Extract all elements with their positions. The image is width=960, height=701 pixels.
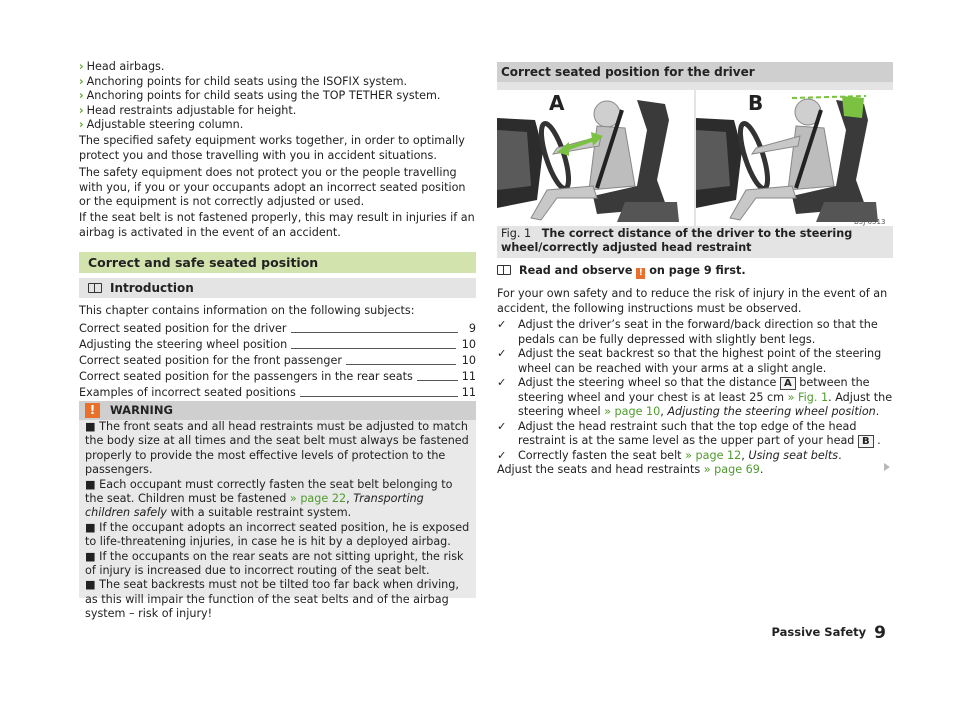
toc-item[interactable]: Correct seated position for the passengers in the rear seats 11	[79, 370, 476, 383]
toc-item[interactable]: Adjusting the steering wheel position 10	[79, 338, 476, 351]
page-link[interactable]: » page 22	[289, 492, 347, 506]
list-item: › Anchoring points for child seats using the TOP TETHER system.	[79, 89, 441, 102]
paragraph-protection: The safety equipment does not protect you or the people travelling with you, if you or your occupants adopt an incorrect seated position or the equipment is not correctly adjusted or used.	[79, 166, 466, 208]
check-icon: ✓	[497, 376, 507, 389]
list-item: › Adjustable steering column.	[79, 118, 244, 131]
book-icon	[88, 283, 102, 293]
leader-line	[276, 348, 456, 349]
paragraph-seatbelt: If the seat belt is not fastened properly, this may result in injuries if an airbag is activated in the event of an accident.	[79, 211, 475, 239]
list-item: ✓ Adjust the steering wheel so that the distance A between the steering wheel and your chest is at least 25 cm » Fig. 1. Adjust the steering wheel » page 10, Adjusting the steering wheel position.	[497, 376, 893, 418]
list-item: › Anchoring points for child seats using the ISOFIX system.	[79, 74, 408, 88]
list-item: ✓ Adjust the driver’s seat in the forward/back direction so that the pedals can be fully depressed with slightly bent legs.	[497, 318, 878, 346]
figure-image-b	[696, 90, 893, 226]
warning-icon: !	[85, 403, 100, 418]
warning-text	[85, 420, 470, 622]
paragraph-equipment: The specified safety equipment works together, in order to optimally protect you and those travelling with you in accident situations.	[79, 134, 465, 162]
check-icon: ✓	[497, 318, 507, 331]
toc-item[interactable]: Examples of incorrect seated positions 11	[79, 386, 476, 399]
page-link[interactable]: » page 10	[604, 405, 661, 418]
warning-icon: !	[636, 268, 645, 279]
table-of-contents	[79, 321, 476, 401]
label-b: B	[748, 91, 764, 115]
page-link[interactable]: » page 12	[685, 448, 742, 462]
final-instruction: Adjust the seats and head restraints » page 69.	[497, 463, 764, 476]
section-heading: Correct and safe seated position	[79, 252, 476, 273]
check-icon: ✓	[497, 419, 507, 433]
label-box-b: B	[858, 435, 874, 448]
list-item: ✓ Adjust the head restraint such that the top edge of the head restraint is at the same level as the upper part of your head B .	[497, 419, 881, 447]
instruction-list	[497, 318, 893, 463]
list-item: ✓ Adjust the seat backrest so that the highest point of the steering wheel can be reached with your arms at a slight angle.	[497, 347, 882, 375]
figure-caption: Fig. 1 The correct distance of the driver to the steering wheel/correctly adjusted head restraint	[501, 227, 853, 254]
warning-box	[79, 401, 476, 621]
instructions-intro: For your own safety and to reduce the risk of injury in the event of an accident, the following instructions must be observed.	[497, 287, 888, 315]
toc-item[interactable]: Correct seated position for the front passenger 10	[79, 354, 476, 367]
label-box-a: A	[780, 377, 796, 390]
figure-heading: Correct seated position for the driver	[497, 62, 893, 82]
warning-item: ■ Each occupant must correctly fasten the seat belt belonging to the seat. Children must be fastened » page 22, Transporting children safely with a suitable restraint system.	[85, 477, 453, 520]
page-link[interactable]: » page 69	[703, 463, 760, 476]
warning-item: ■ If the occupant adopts an incorrect seated position, he is exposed to life-threatening injuries, in case he is hit by a deployed airbag.	[85, 520, 470, 549]
figure-link[interactable]: » Fig. 1	[787, 390, 829, 404]
list-item: › Head airbags.	[79, 60, 165, 73]
chevron-right-icon: ›	[79, 103, 84, 117]
chevron-right-icon: ›	[79, 60, 84, 73]
head-restraint-illustration	[696, 90, 893, 226]
leader-line	[276, 396, 458, 397]
equipment-list	[79, 60, 476, 133]
continue-arrow-icon	[884, 463, 890, 471]
warning-title: WARNING	[110, 403, 173, 417]
warning-item: ■ The seat backrests must not be tilted too far back when driving, as this will impair the function of the seat belts and of the airbag system – risk of injury!	[85, 578, 459, 621]
check-icon: ✓	[497, 448, 507, 462]
label-a: A	[549, 91, 565, 115]
list-item: › Head restraints adjustable for height.	[79, 103, 297, 117]
warning-item: ■ If the occupants on the rear seats are not sitting upright, the risk of injury is increased due to incorrect routing of the seat belt.	[85, 549, 464, 578]
toc-item[interactable]: Correct seated position for the driver 9	[79, 322, 476, 335]
footer-section-title: Passive Safety	[771, 625, 867, 639]
chevron-right-icon: ›	[79, 89, 84, 102]
intro-heading: Introduction	[79, 278, 476, 298]
chevron-right-icon: ›	[79, 118, 84, 131]
figure-box	[497, 62, 893, 258]
driver-distance-illustration	[497, 90, 694, 226]
leader-line	[274, 332, 458, 333]
intro-text: This chapter contains information on the following subjects:	[79, 304, 415, 317]
figure-image-a	[497, 90, 694, 226]
list-item: ✓ Correctly fasten the seat belt » page 12, Using seat belts.	[497, 448, 842, 462]
warning-header	[79, 401, 476, 420]
image-code: B5J-0513	[854, 218, 886, 226]
chevron-right-icon: ›	[79, 74, 84, 88]
check-icon: ✓	[497, 347, 507, 360]
read-observe: Read and observe ! on page 9 first.	[497, 264, 893, 279]
page-footer	[772, 625, 887, 643]
page-number: 9	[874, 623, 886, 643]
book-icon	[497, 265, 511, 275]
warning-item: ■ The front seats and all head restraints must be adjusted to match the body size at all times and the seat belt must always be fastened properly to provide the most effective levels of protection to the passengers.	[85, 420, 469, 477]
